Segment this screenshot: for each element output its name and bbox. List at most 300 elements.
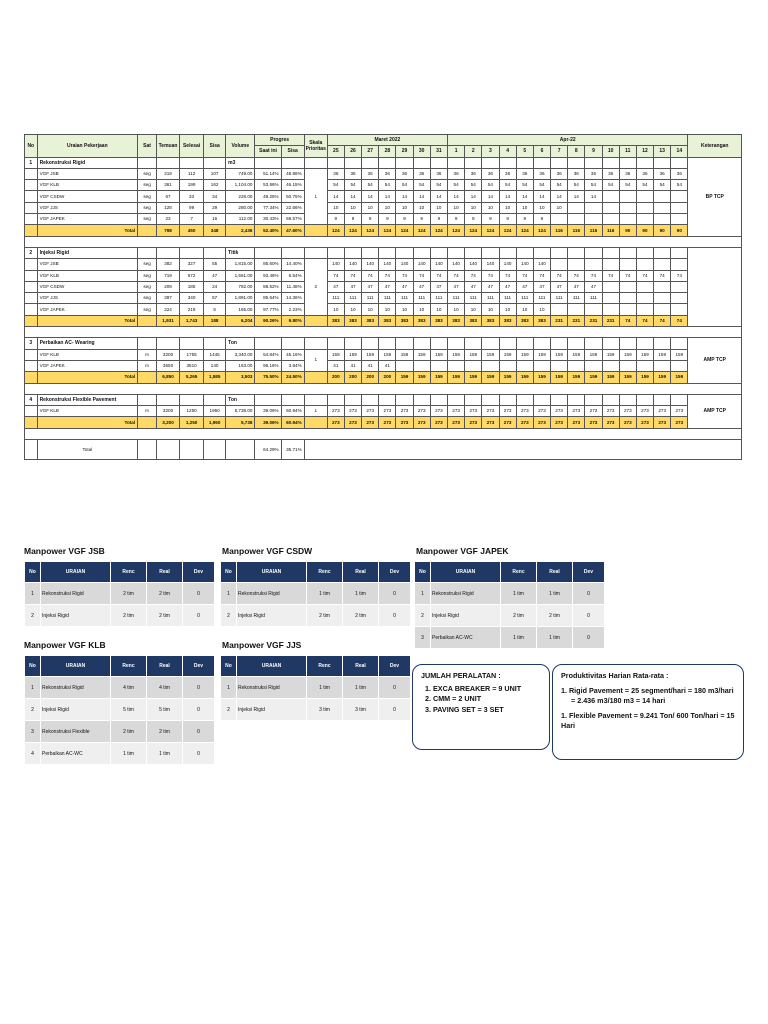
total-day-cell: 273 [602, 417, 619, 428]
day-cell: 36 [499, 168, 516, 179]
row-selesai: 99 [180, 202, 204, 213]
day-cell: 273 [533, 406, 550, 417]
row-saat-ini: 88.52% [255, 281, 281, 292]
empty-cell [138, 372, 157, 383]
empty-cell [585, 157, 602, 168]
day-cell [551, 259, 568, 270]
manpower-header-cell: Renc [111, 562, 147, 583]
empty-cell [516, 338, 533, 349]
day-cell: 140 [413, 259, 430, 270]
manpower-header-cell: Dev [379, 562, 411, 583]
empty-cell [25, 214, 38, 225]
empty-cell [304, 440, 741, 460]
total-day-cell: 159 [636, 372, 653, 383]
manpower-row [25, 743, 215, 765]
total-saat-ini: 52.40% [255, 225, 281, 236]
total-day-cell: 74 [654, 315, 671, 326]
day-cell: 14 [568, 191, 585, 202]
day-cell: 10 [413, 202, 430, 213]
day-cell: 14 [362, 191, 379, 202]
section-unit: Titik [226, 247, 255, 258]
day-cell: 159 [516, 349, 533, 360]
empty-cell [25, 270, 38, 281]
day-cell: 10 [413, 304, 430, 315]
day-cell: 14 [413, 191, 430, 202]
day-cell: 36 [448, 168, 465, 179]
table-row [25, 168, 742, 179]
day-cell: 74 [636, 270, 653, 281]
row-volume: 112.00 [226, 214, 255, 225]
day-cell: 54 [654, 180, 671, 191]
total-day-cell: 159 [585, 372, 602, 383]
produktivitas-line2: = 2.436 m3/180 m3 = 14 hari [571, 696, 666, 705]
row-sisa-persen: 45.16% [281, 349, 304, 360]
row-volume: 5,738.00 [226, 406, 255, 417]
empty-cell [204, 394, 226, 405]
empty-cell [379, 394, 396, 405]
day-cell: 111 [396, 293, 413, 304]
row-volume: 1,891.00 [226, 293, 255, 304]
empty-cell [619, 394, 636, 405]
total-day-cell: 273 [430, 417, 447, 428]
manpower-header-cell: Renc [111, 656, 147, 677]
day-cell: 273 [671, 406, 688, 417]
manpower-row [221, 699, 411, 721]
day-cell: 47 [533, 281, 550, 292]
manpower-cell: 2 [221, 699, 237, 721]
day-cell [568, 304, 585, 315]
day-cell: 9 [482, 214, 499, 225]
manpower-header-cell: URAIAN [237, 656, 307, 677]
day-cell: 14 [344, 191, 361, 202]
day-cell: 140 [430, 259, 447, 270]
total-day-cell: 124 [396, 225, 413, 236]
total-day-cell: 90 [619, 225, 636, 236]
manpower-cell: 2 tim [147, 721, 183, 743]
row-temuan: 3200 [157, 406, 180, 417]
empty-cell [568, 394, 585, 405]
day-cell: 159 [413, 349, 430, 360]
total-day-cell: 90 [654, 225, 671, 236]
manpower-cell: Rekonstruksi Rigid [237, 583, 307, 605]
row-selesai: 340 [180, 293, 204, 304]
day-cell: 47 [327, 281, 344, 292]
header-maret: Maret 2022 [327, 135, 447, 146]
section-keterangan: BP TCP [688, 157, 742, 236]
day-cell: 36 [482, 168, 499, 179]
total-volume: 5,738 [226, 417, 255, 428]
manpower-cell: Perbaikan AC-WC [41, 743, 111, 765]
header-selesai: Selesai [180, 135, 204, 158]
manpower-row [25, 721, 215, 743]
total-selesai: 1,250 [180, 417, 204, 428]
manpower-row [25, 583, 215, 605]
row-temuan: 219 [157, 168, 180, 179]
day-cell [482, 360, 499, 371]
empty-cell [25, 281, 38, 292]
day-cell [654, 304, 671, 315]
header-sisa-persen: Sisa [281, 146, 304, 157]
empty-cell [304, 225, 327, 236]
spacer-cell [25, 383, 742, 394]
row-volume: 1,815.00 [226, 259, 255, 270]
day-cell [654, 191, 671, 202]
manpower-cell: 0 [573, 583, 605, 605]
day-cell: 36 [533, 168, 550, 179]
day-cell: 10 [533, 304, 550, 315]
day-cell: 9 [379, 214, 396, 225]
day-cell [619, 360, 636, 371]
empty-cell [180, 338, 204, 349]
total-saat-ini: 90.26% [255, 315, 281, 326]
row-selesai: 1755 [180, 349, 204, 360]
empty-cell [568, 247, 585, 258]
row-sat: seg [138, 293, 157, 304]
manpower-cell: 3 tim [307, 699, 343, 721]
row-sisa-persen: 46.15% [281, 180, 304, 191]
day-cell: 140 [448, 259, 465, 270]
empty-cell [533, 247, 550, 258]
day-cell: 54 [499, 180, 516, 191]
total-day-cell: 383 [465, 315, 482, 326]
row-sisa: 1445 [204, 349, 226, 360]
day-cell: 74 [499, 270, 516, 281]
total-day-cell: 159 [413, 372, 430, 383]
manpower-row [25, 699, 215, 721]
manpower-cell: 5 tim [147, 699, 183, 721]
total-row [25, 417, 742, 428]
total-day-cell: 273 [654, 417, 671, 428]
day-cell: 140 [516, 259, 533, 270]
day-cell: 111 [551, 293, 568, 304]
empty-cell [533, 338, 550, 349]
empty-cell [255, 394, 281, 405]
day-cell: 47 [344, 281, 361, 292]
day-cell: 47 [413, 281, 430, 292]
day-cell: 47 [568, 281, 585, 292]
day-cell: 10 [379, 202, 396, 213]
row-selesai: 219 [180, 304, 204, 315]
day-cell: 41 [379, 360, 396, 371]
day-cell: 54 [619, 180, 636, 191]
day-cell: 159 [396, 349, 413, 360]
day-cell: 140 [327, 259, 344, 270]
total-day-cell: 273 [413, 417, 430, 428]
total-day-cell: 273 [585, 417, 602, 428]
row-saat-ini: 85.64% [255, 293, 281, 304]
row-sat: m [138, 406, 157, 417]
day-cell: 54 [344, 180, 361, 191]
total-temuan: 1,931 [157, 315, 180, 326]
day-cell: 36 [602, 168, 619, 179]
spacer-row [25, 236, 742, 247]
manpower-header-row [25, 656, 215, 677]
progress-table [24, 134, 742, 460]
empty-cell [304, 372, 327, 383]
day-cell: 111 [379, 293, 396, 304]
manpower-header-cell: URAIAN [41, 656, 111, 677]
row-name: VGF JAPEK [37, 214, 138, 225]
day-cell: 140 [482, 259, 499, 270]
day-cell: 111 [516, 293, 533, 304]
day-cell: 159 [585, 349, 602, 360]
row-volume: 165.00 [226, 304, 255, 315]
row-temuan: 361 [157, 180, 180, 191]
empty-cell [25, 349, 38, 360]
empty-cell [379, 338, 396, 349]
day-cell [533, 360, 550, 371]
empty-cell [413, 338, 430, 349]
row-sat: seg [138, 214, 157, 225]
manpower-cell: Rekonstruksi Rigid [41, 583, 111, 605]
total-sisa: 1,950 [204, 417, 226, 428]
day-cell: 159 [551, 349, 568, 360]
manpower-cell: 2 [25, 605, 41, 627]
empty-cell [281, 157, 304, 168]
day-cell: 36 [379, 168, 396, 179]
day-cell: 14 [499, 191, 516, 202]
row-selesai: 1250 [180, 406, 204, 417]
manpower-cell: Injeksi Rigid [237, 605, 307, 627]
empty-cell [255, 157, 281, 168]
manpower-cell: 2 tim [537, 605, 573, 627]
day-cell [602, 214, 619, 225]
total-day-cell: 383 [482, 315, 499, 326]
day-cell: 159 [482, 349, 499, 360]
row-sisa: 29 [204, 202, 226, 213]
manpower-cell: 2 tim [111, 721, 147, 743]
day-cell: 74 [654, 270, 671, 281]
table-row [25, 360, 742, 371]
day-cell [516, 360, 533, 371]
day-cell: 14 [448, 191, 465, 202]
day-cell: 140 [499, 259, 516, 270]
day-cell [602, 360, 619, 371]
day-cell [619, 304, 636, 315]
day-cell [671, 202, 688, 213]
empty-cell [281, 394, 304, 405]
total-day-cell: 200 [379, 372, 396, 383]
day-cell: 10 [516, 304, 533, 315]
total-day-cell: 200 [327, 372, 344, 383]
manpower-header-cell: No [25, 656, 41, 677]
empty-cell [430, 247, 447, 258]
row-selesai: 33 [180, 191, 204, 202]
empty-cell [430, 394, 447, 405]
day-cell [671, 293, 688, 304]
day-cell: 9 [396, 214, 413, 225]
row-sat: m [138, 349, 157, 360]
empty-cell [204, 440, 226, 460]
row-sisa: 57 [204, 293, 226, 304]
day-cell: 54 [533, 180, 550, 191]
manpower-klb-table [24, 655, 215, 765]
header-day: 12 [636, 146, 653, 157]
day-cell: 10 [499, 304, 516, 315]
empty-cell [551, 247, 568, 258]
manpower-csdw-table [220, 561, 411, 627]
row-selesai: 327 [180, 259, 204, 270]
total-day-cell: 159 [396, 372, 413, 383]
day-cell: 10 [465, 202, 482, 213]
day-cell: 159 [448, 349, 465, 360]
day-cell: 14 [516, 191, 533, 202]
day-cell: 74 [533, 270, 550, 281]
day-cell: 54 [465, 180, 482, 191]
day-cell: 140 [533, 259, 550, 270]
manpower-cell: 2 tim [501, 605, 537, 627]
day-cell: 159 [344, 349, 361, 360]
empty-cell [585, 394, 602, 405]
day-cell: 14 [379, 191, 396, 202]
manpower-jjs-table [220, 655, 411, 721]
row-selesai: 112 [180, 168, 204, 179]
empty-cell [636, 394, 653, 405]
day-cell [636, 202, 653, 213]
spacer-row [25, 428, 742, 439]
empty-cell [25, 191, 38, 202]
row-sat: seg [138, 304, 157, 315]
total-label: Total [37, 225, 138, 236]
day-cell: 111 [533, 293, 550, 304]
day-cell: 36 [551, 168, 568, 179]
empty-cell [304, 315, 327, 326]
row-temuan: 67 [157, 191, 180, 202]
total-day-cell: 383 [379, 315, 396, 326]
day-cell [636, 214, 653, 225]
manpower-cell: 2 tim [111, 605, 147, 627]
manpower-cell: 4 tim [147, 677, 183, 699]
row-temuan: 3650 [157, 360, 180, 371]
manpower-cell: 0 [379, 583, 411, 605]
row-volume: 163.00 [226, 360, 255, 371]
day-cell: 10 [430, 202, 447, 213]
empty-cell [344, 338, 361, 349]
empty-cell [396, 394, 413, 405]
total-day-cell: 116 [551, 225, 568, 236]
empty-cell [138, 247, 157, 258]
row-sisa: 5 [204, 304, 226, 315]
total-day-cell: 383 [430, 315, 447, 326]
total-day-cell: 159 [430, 372, 447, 383]
empty-cell [327, 338, 344, 349]
day-cell: 10 [327, 202, 344, 213]
empty-cell [671, 157, 688, 168]
empty-cell [636, 247, 653, 258]
header-saat-ini: Saat ini [255, 146, 281, 157]
manpower-cell: 1 tim [343, 677, 379, 699]
empty-cell [327, 157, 344, 168]
total-day-cell: 231 [551, 315, 568, 326]
total-day-cell: 273 [362, 417, 379, 428]
header-day: 30 [413, 146, 430, 157]
header-day: 14 [671, 146, 688, 157]
manpower-cell: 1 tim [147, 743, 183, 765]
empty-cell [204, 157, 226, 168]
empty-cell [430, 338, 447, 349]
row-sat: seg [138, 180, 157, 191]
row-sisa: 140 [204, 360, 226, 371]
day-cell [551, 360, 568, 371]
day-cell: 74 [516, 270, 533, 281]
row-volume: 3,340.00 [226, 349, 255, 360]
day-cell: 47 [362, 281, 379, 292]
manpower-csdw-title: Manpower VGF CSDW [222, 546, 313, 556]
day-cell: 54 [585, 180, 602, 191]
day-cell: 9 [499, 214, 516, 225]
section-skala: 1 [304, 168, 327, 224]
empty-cell [304, 417, 327, 428]
row-saat-ini: 49.25% [255, 191, 281, 202]
day-cell: 273 [362, 406, 379, 417]
total-day-cell: 74 [636, 315, 653, 326]
day-cell: 36 [585, 168, 602, 179]
header-volume: Volume [226, 135, 255, 158]
manpower-cell: 0 [183, 605, 215, 627]
total-row [25, 315, 742, 326]
day-cell: 140 [344, 259, 361, 270]
day-cell [636, 281, 653, 292]
day-cell: 273 [602, 406, 619, 417]
manpower-cell: 5 tim [111, 699, 147, 721]
header-day: 2 [465, 146, 482, 157]
empty-cell [654, 338, 671, 349]
manpower-cell: 4 [25, 743, 41, 765]
row-sisa-persen: 22.66% [281, 202, 304, 213]
manpower-row [221, 605, 411, 627]
day-cell: 9 [465, 214, 482, 225]
manpower-cell: 2 tim [147, 583, 183, 605]
row-sisa-persen: 50.75% [281, 191, 304, 202]
total-label: Total [37, 315, 138, 326]
day-cell: 273 [396, 406, 413, 417]
total-day-cell: 383 [533, 315, 550, 326]
row-saat-ini: 96.16% [255, 360, 281, 371]
manpower-jsb-title: Manpower VGF JSB [24, 546, 105, 556]
day-cell [551, 304, 568, 315]
total-day-cell: 273 [482, 417, 499, 428]
day-cell: 36 [413, 168, 430, 179]
spacer-row [25, 327, 742, 338]
header-day: 8 [568, 146, 585, 157]
section-title: Rekonstruksi Rigid [37, 157, 138, 168]
total-day-cell: 273 [551, 417, 568, 428]
row-sisa: 1950 [204, 406, 226, 417]
row-sisa: 34 [204, 191, 226, 202]
manpower-cell: 0 [379, 699, 411, 721]
total-sisa-persen: 60.94% [281, 417, 304, 428]
day-cell: 74 [430, 270, 447, 281]
total-day-cell: 159 [619, 372, 636, 383]
day-cell: 10 [482, 202, 499, 213]
day-cell: 54 [551, 180, 568, 191]
total-day-cell: 383 [448, 315, 465, 326]
row-name: VGF KLB [37, 270, 138, 281]
day-cell [602, 293, 619, 304]
day-cell [568, 214, 585, 225]
day-cell: 36 [396, 168, 413, 179]
header-day: 29 [396, 146, 413, 157]
row-sat: seg [138, 191, 157, 202]
manpower-header-cell: Renc [307, 562, 343, 583]
table-row [25, 191, 742, 202]
row-sat: seg [138, 168, 157, 179]
produktivitas-box [552, 664, 744, 760]
empty-cell [482, 338, 499, 349]
manpower-cell: 1 tim [111, 743, 147, 765]
day-cell [636, 293, 653, 304]
empty-cell [568, 338, 585, 349]
